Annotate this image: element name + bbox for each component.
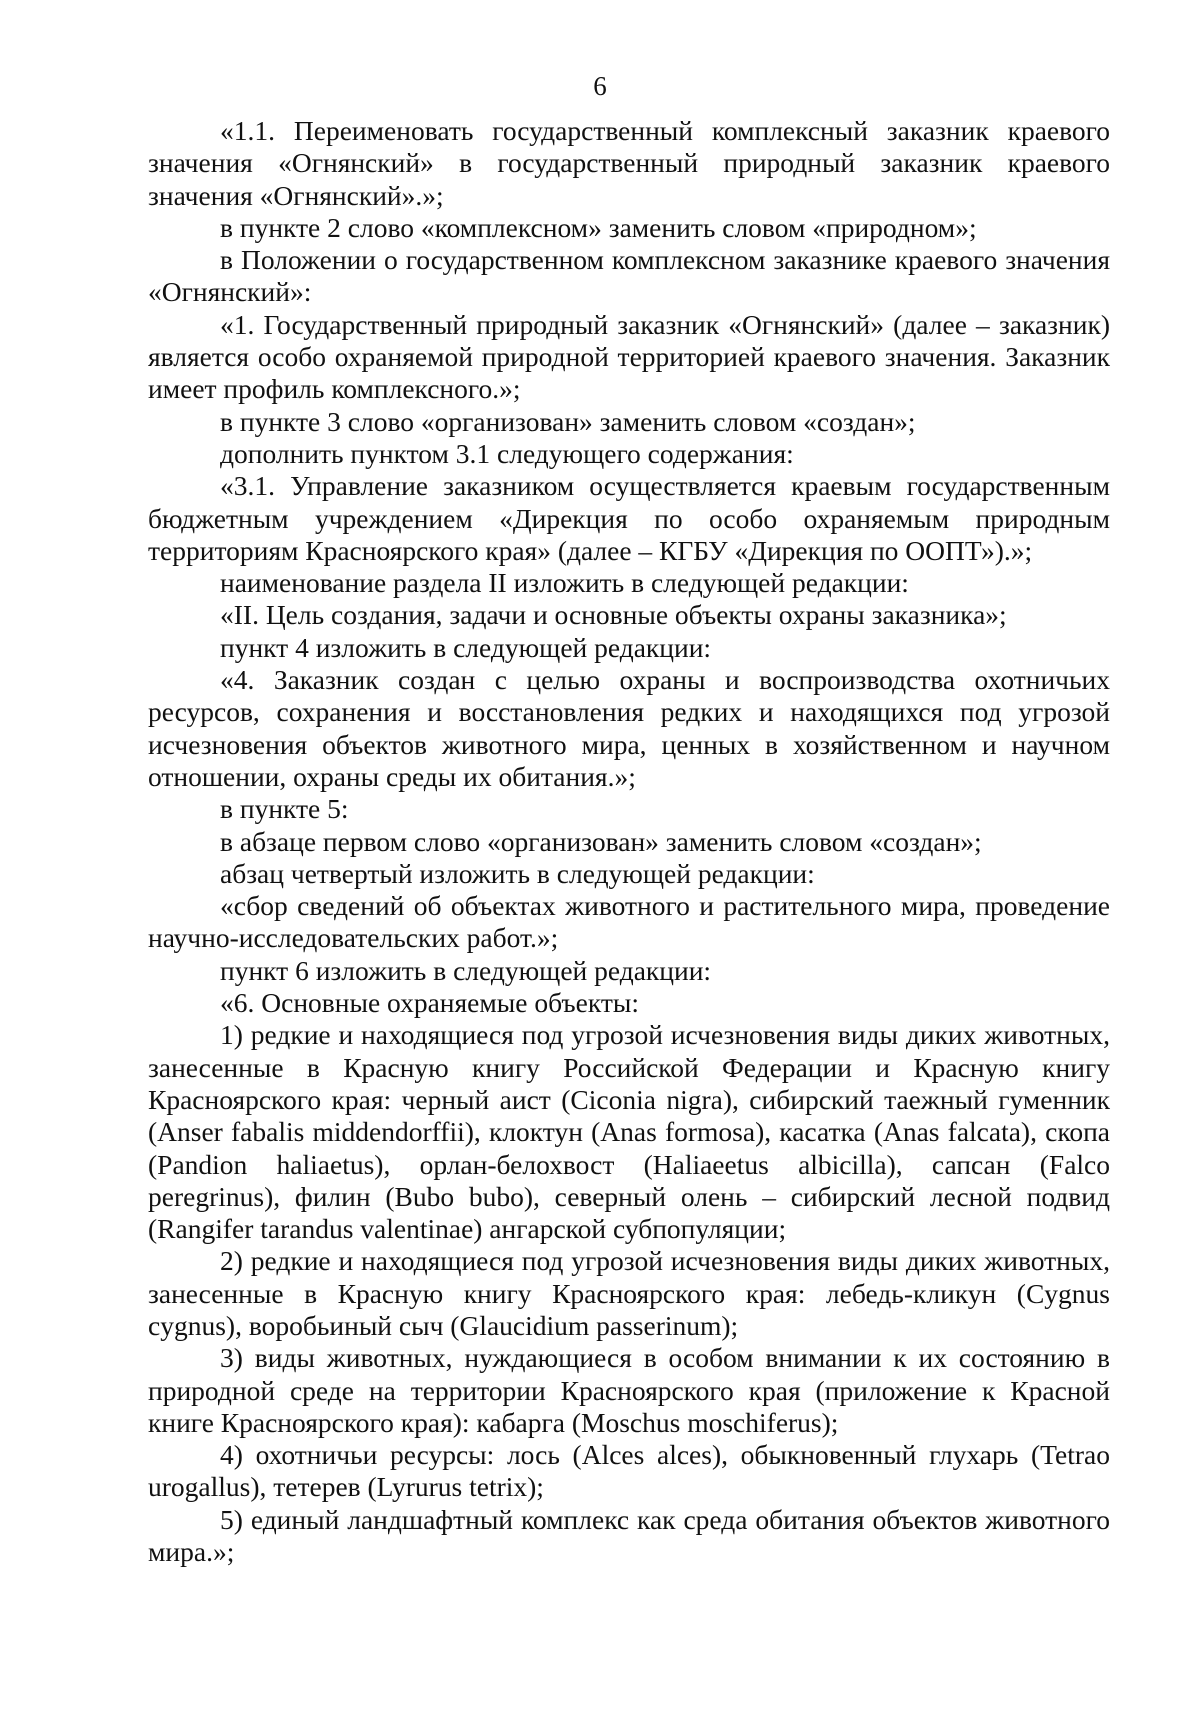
paragraph: «сбор сведений об объектах животного и растительного мира, проведение научно-исследовательских работ.»; [148,890,1110,954]
paragraph: в Положении о государственном комплексном заказнике краевого значения «Огнянский»: [148,244,1110,308]
paragraph: «3.1. Управление заказником осуществляется краевым государственным бюджетным учреждением «Дирекция по особо охраняемым природным территориям Красноярского края» (далее – КГБУ «Дирекция по ООПТ»).»; [148,470,1110,566]
paragraph: дополнить пунктом 3.1 следующего содержания: [220,437,794,469]
paragraph: наименование раздела II изложить в следующей редакции: [220,567,909,599]
page-number: 6 [593,71,607,101]
paragraph: «6. Основные охраняемые объекты: [220,987,639,1019]
paragraph: «4. Заказник создан с целью охраны и воспроизводства охотничьих ресурсов, сохранения и восстановления редких и находящихся под угрозой исчезновения объектов животного мира, ценных в хозяйственном и научном отношении, охраны среды их обитания.»; [148,664,1110,792]
paragraph: «1. Государственный природный заказник «Огнянский» (далее – заказник) является особо охраняемой природной территорией краевого значения. Заказник имеет профиль комплексного.»; [148,308,1110,405]
paragraph: пункт 4 изложить в следующей редакции: [220,631,712,663]
paragraph: пункт 6 изложить в следующей редакции: [220,954,712,986]
paragraph: в пункте 2 слово «комплексном» заменить словом «природном»; [220,211,977,243]
paragraph: «II. Цель создания, задачи и основные объекты охраны заказника»; [220,599,1007,631]
paragraph: абзац четвертый изложить в следующей редакции: [220,857,815,889]
paragraph: в пункте 5: [220,793,349,825]
document-body [148,115,1110,1568]
list-item: 5) единый ландшафтный комплекс как среда обитания объектов животного мира.»; [148,1503,1110,1568]
list-item: 4) охотничьи ресурсы: лось (Alces alces), обыкновенный глухарь (Tetrao urogallus), тетерев (Lyrurus tetrix); [148,1439,1110,1503]
paragraph: «1.1. Переименовать государственный комплексный заказник краевого значения «Огнянский» в государственный природный заказник краевого значения «Огнянский».»; [148,115,1110,211]
list-item: 3) виды животных, нуждающиеся в особом внимании к их состоянию в природной среде на территории Красноярского края (приложение к Красной книге Красноярского края): кабарга (Moschus moschiferus); [148,1342,1110,1438]
paragraph: в абзаце первом слово «организован» заменить словом «создан»; [220,825,982,857]
paragraph: в пункте 3 слово «организован» заменить словом «создан»; [220,405,916,437]
list-item: 2) редкие и находящиеся под угрозой исчезновения виды диких животных, занесенные в Красную книгу Красноярского края: лебедь-кликун (Cygnus cygnus), воробьиный сыч (Glaucidium passerinum); [148,1245,1110,1341]
list-item: 1) редкие и находящиеся под угрозой исчезновения виды диких животных, занесенные в Красную книгу Российской Федерации и Красную книгу Красноярского края: черный аист (Ciconia nigra), сибирский таежный гуменник (Anser fabalis middendorffii), клоктун (Anas formosa), касатка (Anas falcata), скопа (Pandion haliaetus), орлан-белохвост (Haliaeetus albicilla), сапсан (Falco peregrinus), филин (Bubo bubo), северный олень – сибирский лесной подвид (Rangifer tarandus valentinae) ангарской субпопуляции; [148,1019,1110,1245]
